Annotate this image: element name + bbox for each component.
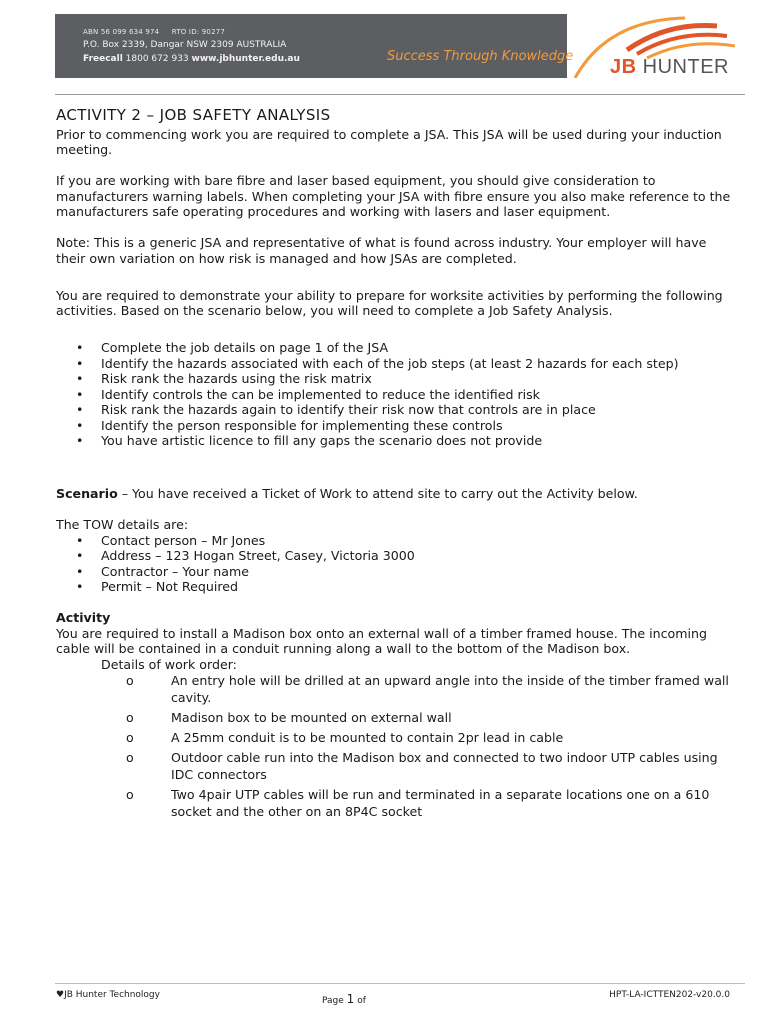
- intro-paragraph: Prior to commencing work you are required to complete a JSA. This JSA will be used during your induction meeting.: [56, 126, 722, 157]
- list-item: o Outdoor cable run into the Madison box and connected to two indoor UTP cables using IDC connectors: [56, 749, 736, 783]
- page-indicator: [322, 992, 366, 1006]
- list-item: • Permit – Not Required: [56, 579, 736, 595]
- rto-id: RTO ID: 90277: [171, 28, 226, 36]
- logo-wordmark: [610, 56, 729, 79]
- page-title: ACTIVITY 2 – JOB SAFETY ANALYSIS: [56, 106, 331, 124]
- logo-jb: JB: [610, 56, 637, 78]
- scenario-text: – You have received a Ticket of Work to attend site to carry out the Activity below.: [117, 486, 638, 501]
- details-label: Details of work order:: [101, 656, 237, 672]
- list-item: • Identify the hazards associated with each of the job steps (at least 2 hazards for each step): [56, 356, 736, 372]
- scenario-label: Scenario: [56, 486, 118, 501]
- list-item: • Complete the job details on page 1 of the JSA: [56, 340, 736, 356]
- list-item: • You have artistic licence to fill any gaps the scenario does not provide: [56, 433, 736, 449]
- list-item: • Address – 123 Hogan Street, Casey, Victoria 3000: [56, 548, 736, 564]
- list-item: o Madison box to be mounted on external wall: [56, 709, 736, 726]
- postal-address: P.O. Box 2339, Dangar NSW 2309 AUSTRALIA: [83, 40, 287, 50]
- abn: ABN 56 099 634 974: [83, 28, 160, 36]
- list-item: o Two 4pair UTP cables will be run and terminated in a separate locations one on a 610 socket and the other on an 8P4C socket: [56, 786, 736, 820]
- list-item: • Identify controls the can be implemented to reduce the identified risk: [56, 387, 736, 403]
- details-list: [56, 672, 736, 820]
- requirement-paragraph: You are required to demonstrate your ability to prepare for worksite activities by performing the following activities. Based on the scenario below, you will need to complete a Job Safety Analysis.: [56, 287, 723, 318]
- list-item: o A 25mm conduit is to be mounted to contain 2pr lead in cable: [56, 729, 736, 746]
- page-label: Page: [322, 996, 344, 1006]
- note-paragraph: Note: This is a generic JSA and representative of what is found across industry. Your employer will have their own variation on how risk is managed and how JSAs are completed.: [56, 235, 707, 266]
- list-item: • Contractor – Your name: [56, 564, 736, 580]
- tow-list: [56, 533, 736, 595]
- tow-intro: The TOW details are:: [56, 517, 189, 532]
- list-item: • Risk rank the hazards again to identify their risk now that controls are in place: [56, 402, 736, 418]
- freecall-number: 1800 672 933: [125, 54, 189, 64]
- page-of: of: [357, 996, 366, 1006]
- list-item: • Risk rank the hazards using the risk matrix: [56, 371, 736, 387]
- scenario-paragraph: [56, 486, 736, 502]
- footer-company: ♥JB Hunter Technology: [56, 990, 160, 1000]
- document-code: HPT-LA-ICTTEN202-v20.0.0: [609, 990, 730, 1000]
- list-item: o An entry hole will be drilled at an upward angle into the inside of the timber framed wall cavity.: [56, 672, 736, 706]
- activity-heading: Activity: [56, 610, 111, 625]
- document-body: [56, 108, 736, 823]
- fibre-paragraph: If you are working with bare fibre and laser based equipment, you should give consideration to manufacturers warning labels. When completing your JSA with fibre ensure you also make reference to the manufacturers safe operating procedures and working with lasers and laser equipment.: [56, 173, 731, 219]
- logo-hunter: HUNTER: [642, 56, 729, 78]
- registration-line: [83, 28, 235, 36]
- contact-line: [83, 54, 300, 64]
- list-item: • Contact person – Mr Jones: [56, 533, 736, 549]
- header-divider: [55, 94, 745, 95]
- task-list: [56, 340, 736, 449]
- page-number: 1: [346, 992, 355, 1006]
- activity-paragraph: You are required to install a Madison box onto an external wall of a timber framed house. The incoming cable will be contained in a conduit running along a wall to the bottom of the Madison box.: [56, 625, 707, 656]
- letterhead: [55, 14, 745, 78]
- footer-divider: [55, 983, 745, 984]
- freecall-label: Freecall: [83, 54, 123, 64]
- list-item: • Identify the person responsible for implementing these controls: [56, 418, 736, 434]
- slogan: Success Through Knowledge: [387, 49, 574, 64]
- website: www.jbhunter.edu.au: [191, 54, 300, 64]
